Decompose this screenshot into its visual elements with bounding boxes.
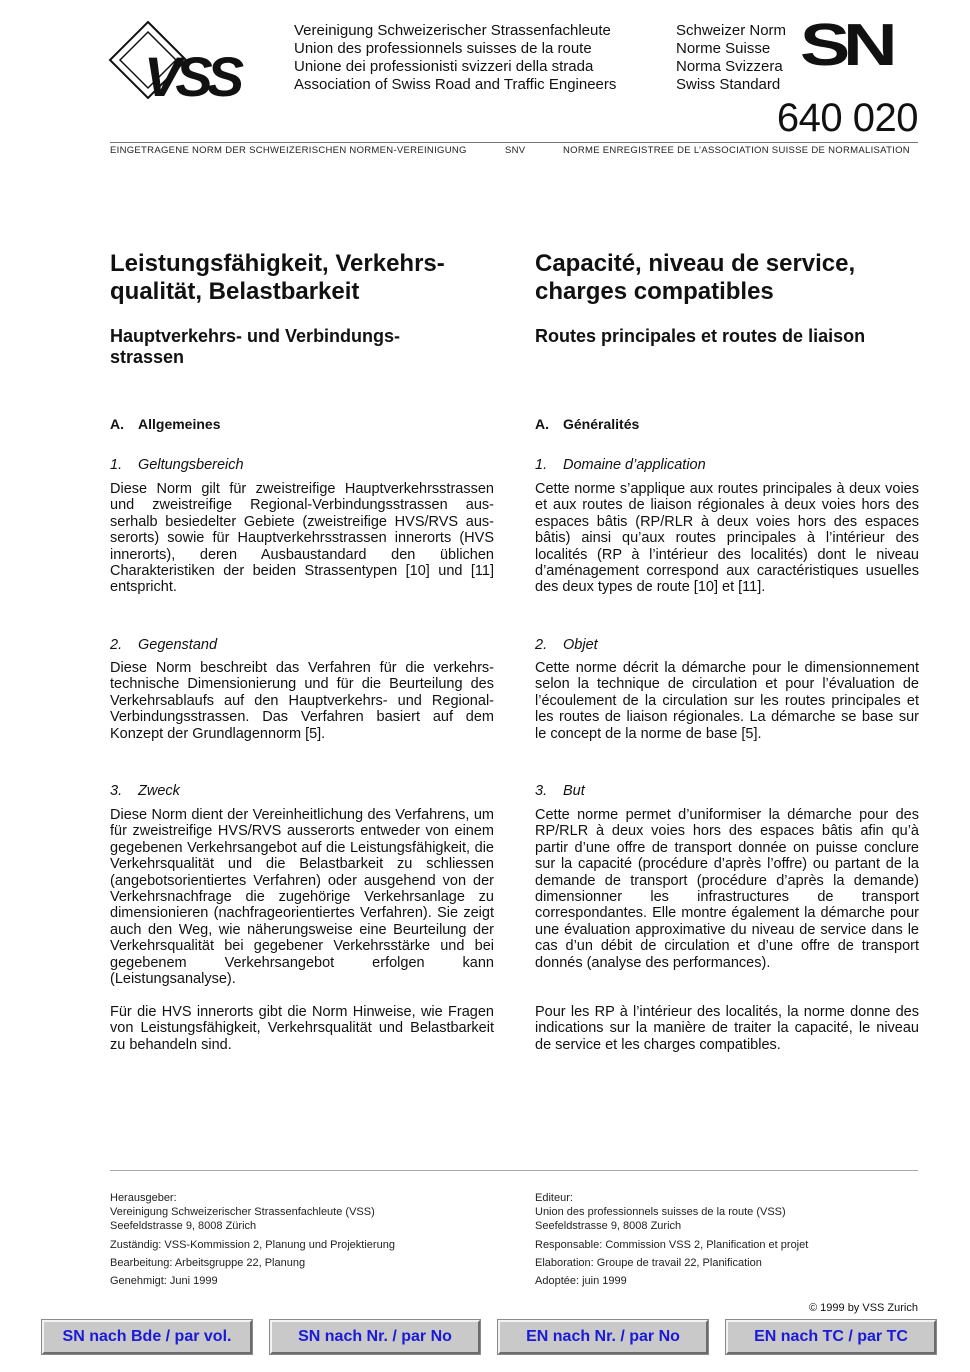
sn-by-volume-button[interactable]: SN nach Bde / par vol. — [42, 1320, 252, 1354]
en-by-number-button[interactable]: EN nach Nr. / par No — [498, 1320, 708, 1354]
registration-de: EINGETRAGENE NORM DER SCHWEIZERISCHEN NORMEN-VEREINIGUNG — [110, 145, 467, 156]
editing-fr: Elaboration: Groupe de travail 22, Planification — [535, 1257, 762, 1269]
section-a-fr — [535, 415, 919, 433]
s3-text-de-2: Für die HVS innerorts gibt die Norm Hinweise, wie Fragen von Leistungsfähigkeit, Verkehrsqualität und Belastbarkeit zu behandeln sind. — [110, 1004, 494, 1053]
norm-number: 640 020 — [776, 96, 918, 140]
s2-heading-fr — [535, 636, 919, 654]
sn-logo — [802, 20, 920, 80]
registration-snv: SNV — [505, 145, 526, 156]
s1-fr-title: Domaine d’application — [563, 457, 706, 473]
copyright: © 1999 by VSS Zurich — [809, 1302, 918, 1314]
subtitle-fr-line1: Routes principales et routes de liaison — [535, 326, 866, 346]
s3-fr-number: 3. — [535, 783, 548, 799]
s3-fr-title: But — [563, 783, 585, 799]
s1-heading-de — [110, 456, 494, 474]
responsible-fr: Responsable: Commission VSS 2, Planification et projet — [535, 1239, 809, 1251]
title-fr-line1: Capacité, niveau de service, — [535, 250, 856, 277]
title-de — [110, 250, 494, 306]
standard-label-fr: Norme Suisse — [676, 40, 771, 57]
s2-text-fr: Cette norme décrit la démarche pour le dimensionnement selon la technique de circulation et pour l’évaluation de l’écoulement de la circulation sur les routes principales et les routes de liaison régionales. La démarche se base sur le concept de la norme de base [5]. — [535, 660, 919, 742]
section-a-fr-number: A. — [535, 416, 549, 432]
sn-logo-text: SN — [802, 20, 891, 79]
title-fr — [535, 250, 919, 306]
subtitle-fr — [535, 326, 919, 347]
publisher-label-fr: Editeur: — [535, 1192, 573, 1204]
association-name-de: Vereinigung Schweizerischer Strassenfachleute — [294, 22, 611, 39]
association-name-it: Unione dei professionisti svizzeri della strada — [294, 58, 594, 75]
publisher-address-de: Seefeldstrasse 9, 8008 Zürich — [110, 1220, 257, 1232]
s1-de-title: Geltungsbereich — [138, 457, 244, 473]
vss-logo-graphic — [108, 20, 290, 102]
s2-de-number: 2. — [110, 637, 123, 653]
publisher-info-de — [110, 1191, 494, 1288]
title-fr-line2: charges compatibles — [535, 278, 774, 305]
s2-heading-de — [110, 636, 494, 654]
s1-fr-number: 1. — [535, 457, 548, 473]
vss-logo-text: VSS — [144, 45, 239, 102]
association-name-en: Association of Swiss Road and Traffic Engineers — [294, 76, 617, 93]
s3-text-fr: Cette norme permet d’uniformiser la démarche pour des RP/RLR à deux voies hors des espaces bâtis afin qu’à partir d’une offre de transport donnée on puisse conclure sur la capacité (procédure d’après l’offre) ou partant de la demande de transport (procédure d’après la demande) dimensionner les infrastructures de transport correspondantes. Elle montre également la démarche pour une évaluation approximative du niveau de service dans le cas d’un débit de circulation et d’une offre de transport donnés (analyse des performances). — [535, 807, 919, 971]
s2-de-title: Gegenstand — [138, 637, 218, 653]
approved-de: Genehmigt: Juni 1999 — [110, 1275, 218, 1287]
subtitle-de-line1: Hauptverkehrs- und Verbindungs- — [110, 326, 401, 346]
section-a-de-title: Allgemeines — [138, 416, 221, 432]
title-de-line2: qualität, Belastbarkeit — [110, 278, 360, 305]
s3-text-fr-2: Pour les RP à l’intérieur des localités, la norme donne des indications sur la manière de traiter la capacité, le niveau de service et les charges compatibles. — [535, 1004, 919, 1053]
s1-heading-fr — [535, 456, 919, 474]
subtitle-de-line2: strassen — [110, 347, 185, 367]
association-names — [294, 22, 616, 94]
registration-fr: NORME ENREGISTREE DE L’ASSOCIATION SUISSE DE NORMALISATION — [563, 145, 910, 156]
en-by-tc-button[interactable]: EN nach TC / par TC — [726, 1320, 936, 1354]
section-a-fr-title: Généralités — [563, 416, 640, 432]
subtitle-de — [110, 326, 494, 368]
s2-text-de: Diese Norm beschreibt das Verfahren für die verkehrstechnische Dimensionierung und für die Beurteilung des Verkehrsablaufs auf den Hauptverkehrs- und Regional-Verbindungsstrassen. Das Verfahren basiert auf dem Konzept der Grundlagennorm [5]. — [110, 660, 494, 742]
publisher-name-de: Vereinigung Schweizerischer Strassenfachleute (VSS) — [110, 1206, 375, 1218]
s1-text-fr: Cette norme s’applique aux routes principales à deux voies et aux routes de liaison régionales à deux voies hors des espaces bâtis (RP/RLR à deux voies hors des espaces bâtis) ainsi qu’aux routes principales à l’intérieur des localités (RP à l’intérieur des localités) dont le niveau d’aménagement correspond aux caractéristiques usuelles des deux types de route [10] et [11]. — [535, 481, 919, 596]
footer-divider — [110, 1170, 918, 1171]
sn-by-number-button[interactable]: SN nach Nr. / par No — [270, 1320, 480, 1354]
publisher-name-fr: Union des professionnels suisses de la route (VSS) — [535, 1206, 786, 1218]
header-divider — [110, 142, 918, 143]
standard-label-en: Swiss Standard — [676, 76, 781, 93]
s2-fr-number: 2. — [535, 637, 548, 653]
s2-fr-title: Objet — [563, 637, 598, 653]
responsible-de: Zuständig: VSS-Kommission 2, Planung und Projektierung — [110, 1239, 395, 1251]
editing-de: Bearbeitung: Arbeitsgruppe 22, Planung — [110, 1257, 306, 1269]
s1-text-de: Diese Norm gilt für zweistreifige Hauptverkehrsstrassen und zweistreifige Regional-Verbindungsstrassen ausserhalb besiedelter Gebiete (zweistreifige HVS/RVS ausserorts) sowie für Hauptverkehrsstrassen innerorts (HVS innerorts), deren Ausbaustandard den üblichen Charakteristiken der beiden Strassentypen [10] und [11] entspricht. — [110, 481, 494, 596]
s3-heading-fr — [535, 782, 919, 800]
s3-de-number: 3. — [110, 783, 123, 799]
approved-fr: Adoptée: juin 1999 — [535, 1275, 627, 1287]
standard-label-de: Schweizer Norm — [676, 22, 787, 39]
publisher-label-de: Herausgeber: — [110, 1192, 177, 1204]
standard-label-it: Norma Svizzera — [676, 58, 783, 75]
title-de-line1: Leistungsfähigkeit, Verkehrs- — [110, 250, 445, 277]
publisher-info-fr — [535, 1191, 919, 1288]
s3-heading-de — [110, 782, 494, 800]
standard-labels — [676, 22, 786, 94]
vss-logo — [108, 20, 290, 102]
section-a-de — [110, 415, 494, 433]
s3-text-de: Diese Norm dient der Vereinheitlichung des Verfahrens, um für zweistreifige HVS/RVS ausserorts entweder von einem gegebenen Verkehrsangebot auf die Leistungsfähigkeit, die Verkehrsqualität und die Belastbarkeit zu schliessen (angebotsorientiertes Verfahren) oder ausgehend von der Verkehrsnachfrage die zugehörige Verkehrsanlage zu dimensionieren (nachfrageorientiertes Verfahren). Sie zeigt auch den Weg, wie näherungsweise eine Beurteilung der Verkehrsqualität bei gegebener Verkehrsstärke und bei gegebenem Verkehrsangebot erfolgen kann (Leistungsanalyse). — [110, 807, 494, 988]
publisher-address-fr: Seefeldstrasse 9, 8008 Zurich — [535, 1220, 682, 1232]
section-a-de-number: A. — [110, 416, 124, 432]
association-name-fr: Union des professionnels suisses de la route — [294, 40, 592, 57]
s3-de-title: Zweck — [138, 783, 180, 799]
s1-de-number: 1. — [110, 457, 123, 473]
